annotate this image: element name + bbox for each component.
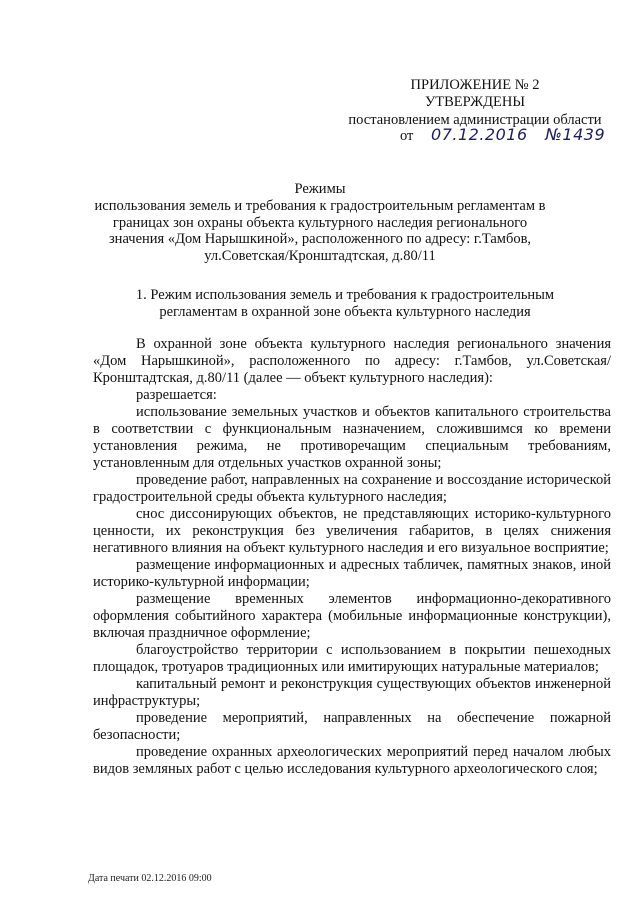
print-date: Дата печати 02.12.2016 09:00 <box>88 873 212 884</box>
paragraph: размещение информационных и адресных табличек, памятных знаков, иной историко-культурной информации; <box>93 557 611 590</box>
paragraph: капитальный ремонт и реконструкция существующих объектов инженерной инфраструктуры; <box>93 676 611 709</box>
paragraph: проведение мероприятий, направленных на обеспечение пожарной безопасности; <box>93 710 611 743</box>
paragraph: разрешается: <box>136 387 217 403</box>
document-body <box>93 336 611 778</box>
handwritten-number: 1439 <box>562 125 606 144</box>
appendix-number: ПРИЛОЖЕНИЕ № 2 <box>410 77 540 93</box>
paragraph: благоустройство территории с использованием в покрытии пешеходных площадок, тротуаров традиционных или имитирующих натуральные материалов; <box>93 642 611 675</box>
document-title: Режимы <box>294 181 346 197</box>
handwritten-date: 07.12.2016 <box>431 125 528 144</box>
approved-by: постановлением администрации области <box>348 112 602 128</box>
paragraph: размещение временных элементов информационно-декоративного оформления событийного характера (мобильные информационные конструкции), включая праздничное оформление; <box>93 591 611 641</box>
paragraph: проведение охранных археологических мероприятий перед началом любых видов земляных работ с целью исследования культурного археологического слоя; <box>93 744 611 777</box>
paragraph: снос диссонирующих объектов, не представляющих историко-культурного ценности, их реконструкция без увеличения габаритов, в целях снижения негативного влияния на объект культурного наследия и его визуальное восприятие; <box>93 506 611 556</box>
paragraph: проведение работ, направленных на сохранение и воссоздание исторической градостроительной среды объекта культурного наследия; <box>93 472 611 505</box>
approved-label: УТВЕРЖДЕНЫ <box>424 94 526 110</box>
decree-date-line <box>400 125 605 145</box>
paragraph: использование земельных участков и объектов капитального строительства в соответствии с функциональным назначением, сложившимся ко времени установления режима, не противоречащим специальным требованиям, установленным для отдельных участков охранной зоны; <box>93 404 611 471</box>
section-heading: 1. Режим использования земель и требования к градостроительным регламентам в охранной зоне объекта культурного наследия <box>135 287 555 320</box>
paragraph: В охранной зоне объекта культурного наследия регионального значения «Дом Нарышкиной», расположенного по адресу: г.Тамбов, ул.Советская/Кронштадтская, д.80/11 (далее — объект культурного наследия): <box>93 336 611 386</box>
document-subtitle: использования земель и требования к градостроительным регламентам в границах зон охраны объекта культурного наследия регионального значения «Дом Нарышкиной», расположенного по адресу: г.Тамбов, ул.Советская/Кронштадтская, д.80/11 <box>94 198 546 264</box>
number-prefix: № <box>545 125 563 144</box>
date-prefix: от <box>400 128 414 144</box>
